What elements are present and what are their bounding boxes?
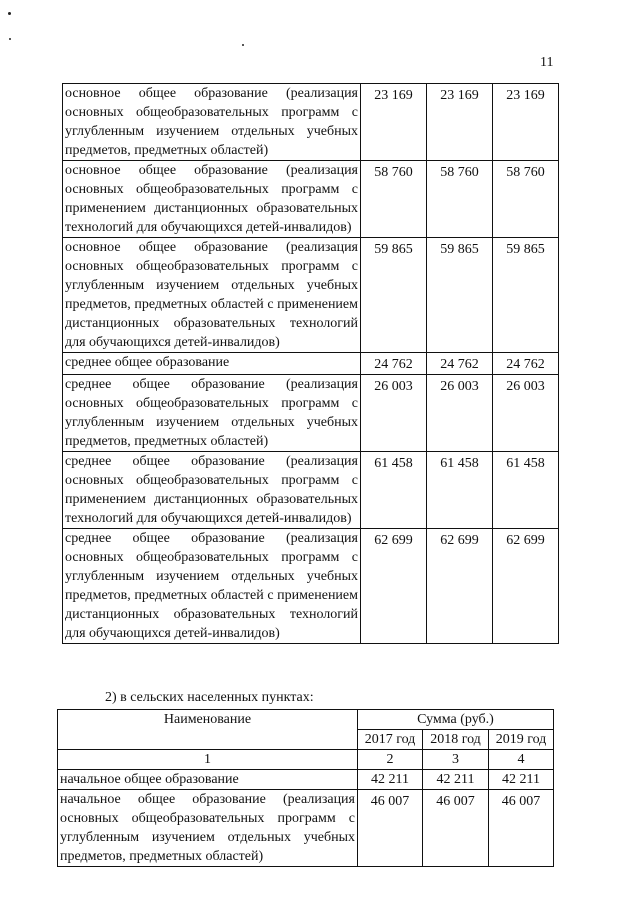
value-2019: 42 211 — [489, 770, 554, 790]
value-2019: 26 003 — [493, 375, 559, 452]
value-2018: 26 003 — [427, 375, 493, 452]
table-row — [58, 790, 554, 867]
table-row — [63, 452, 559, 529]
value-2017: 61 458 — [361, 452, 427, 529]
value-2019: 59 865 — [493, 238, 559, 353]
table-row — [63, 353, 559, 375]
table-row — [63, 161, 559, 238]
value-2017: 46 007 — [358, 790, 423, 867]
table-row — [63, 529, 559, 644]
value-2019: 61 458 — [493, 452, 559, 529]
column-number: 2 — [358, 750, 423, 770]
page-number: 11 — [540, 55, 554, 70]
value-2018: 61 458 — [427, 452, 493, 529]
value-2018: 42 211 — [423, 770, 489, 790]
rural-rates-table — [57, 709, 554, 867]
value-2018: 59 865 — [427, 238, 493, 353]
value-2017: 42 211 — [358, 770, 423, 790]
row-description: основное общее образование (реализация основных общеобразовательных программ с углубленным изучением отдельных учебных предметов, предметных областей) — [63, 84, 361, 161]
column-number: 1 — [58, 750, 358, 770]
column-number: 4 — [489, 750, 554, 770]
value-2017: 23 169 — [361, 84, 427, 161]
scan-speck — [8, 12, 11, 15]
row-description: основное общее образование (реализация основных общеобразовательных программ с углубленным изучением отдельных учебных предметов, предметных областей с применением дистанционных образовательных технологий для обучающихся детей-инвалидов) — [63, 238, 361, 353]
table-row — [58, 770, 554, 790]
value-2018: 46 007 — [423, 790, 489, 867]
scan-speck — [9, 38, 11, 40]
column-header-2019: 2019 год — [489, 730, 554, 750]
rates-table-continued — [62, 83, 559, 644]
column-header-2018: 2018 год — [423, 730, 489, 750]
row-description: среднее общее образование — [63, 353, 361, 375]
row-description: среднее общее образование (реализация основных общеобразовательных программ с применением дистанционных образовательных технологий для обучающихся детей-инвалидов) — [63, 452, 361, 529]
value-2017: 26 003 — [361, 375, 427, 452]
value-2017: 58 760 — [361, 161, 427, 238]
column-number: 3 — [423, 750, 489, 770]
value-2019: 46 007 — [489, 790, 554, 867]
table-row — [63, 84, 559, 161]
value-2018: 23 169 — [427, 84, 493, 161]
row-description: начальное общее образование (реализация основных общеобразовательных программ с углубленным изучением отдельных учебных предметов, предметных областей) — [58, 790, 358, 867]
row-description: основное общее образование (реализация основных общеобразовательных программ с применением дистанционных образовательных технологий для обучающихся детей-инвалидов) — [63, 161, 361, 238]
value-2019: 23 169 — [493, 84, 559, 161]
row-description: начальное общее образование — [58, 770, 358, 790]
table-row — [63, 375, 559, 452]
value-2018: 24 762 — [427, 353, 493, 375]
column-header-name: Наименование — [58, 710, 358, 750]
column-header-sum: Сумма (руб.) — [358, 710, 554, 730]
scan-speck — [242, 44, 244, 46]
value-2019: 58 760 — [493, 161, 559, 238]
value-2017: 62 699 — [361, 529, 427, 644]
value-2017: 24 762 — [361, 353, 427, 375]
value-2017: 59 865 — [361, 238, 427, 353]
table-row — [63, 238, 559, 353]
value-2019: 24 762 — [493, 353, 559, 375]
row-description: среднее общее образование (реализация основных общеобразовательных программ с углубленным изучением отдельных учебных предметов, предметных областей) — [63, 375, 361, 452]
header-row — [58, 710, 554, 730]
value-2018: 58 760 — [427, 161, 493, 238]
column-header-2017: 2017 год — [358, 730, 423, 750]
row-description: среднее общее образование (реализация основных общеобразовательных программ с углубленным изучением отдельных учебных предметов, предметных областей с применением дистанционных образовательных технологий для обучающихся детей-инвалидов) — [63, 529, 361, 644]
value-2019: 62 699 — [493, 529, 559, 644]
value-2018: 62 699 — [427, 529, 493, 644]
column-number-row — [58, 750, 554, 770]
section-title-rural: 2) в сельских населенных пунктах: — [105, 690, 314, 705]
